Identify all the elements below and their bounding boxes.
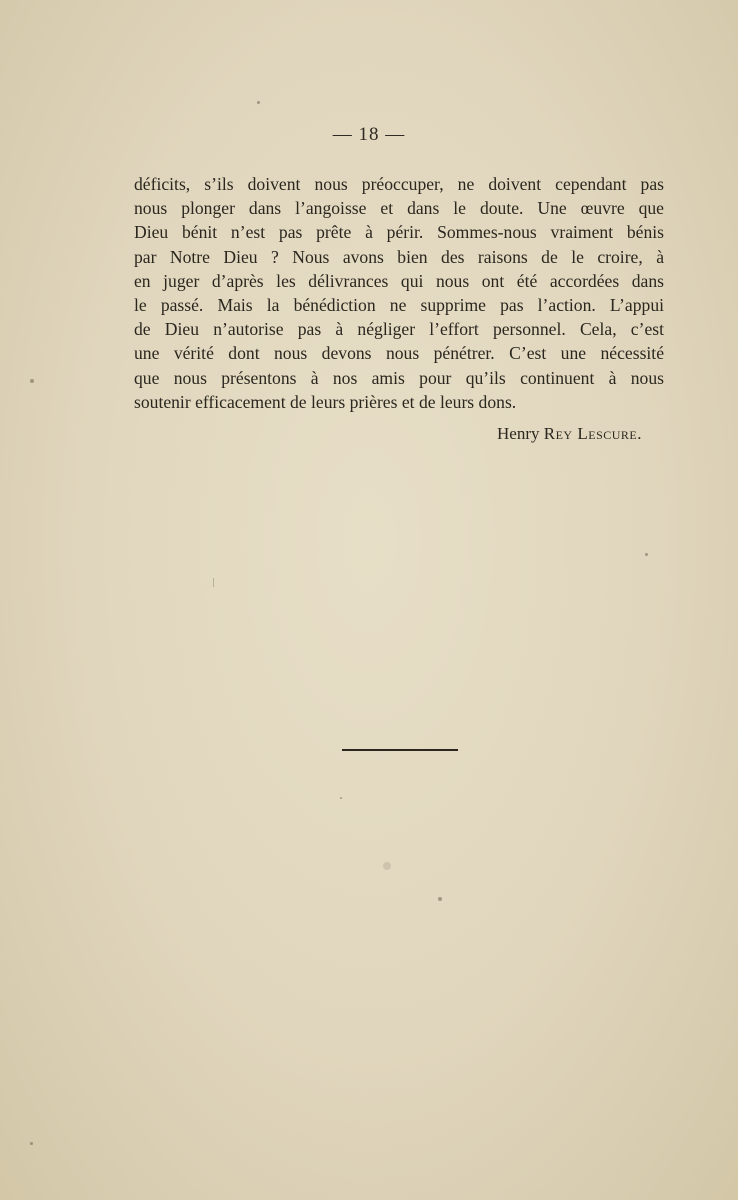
text-line: soutenir efficacement de leurs prières et de leurs dons. <box>134 391 517 412</box>
author-last-name: Rey Lescure. <box>543 424 642 443</box>
text-line: en juger d’après les délivrances qui nous ont été accordées dans <box>134 270 664 291</box>
paper-speck <box>257 101 260 104</box>
text-line: nous plonger dans l’angoisse et dans le doute. Une œuvre que <box>134 198 664 219</box>
paper-speck <box>645 553 648 556</box>
paper-speck <box>213 578 214 587</box>
author-first-name: Henry <box>497 424 540 443</box>
text-line: de Dieu n’autorise pas à négliger l’effort personnel. Cela, c’est <box>134 319 664 340</box>
text-line: par Notre Dieu ? Nous avons bien des raisons de le croire, à <box>134 246 664 267</box>
text-line: déficits, s’ils doivent nous préoccuper, ne doivent cependant pas <box>134 174 664 194</box>
paper-speck <box>438 897 442 901</box>
text-line: le passé. Mais la bénédiction ne supprime pas l’action. L’appui <box>134 295 664 316</box>
text-line: que nous présentons à nos amis pour qu’ils continuent à nous <box>134 367 664 388</box>
page-number: — 18 — <box>332 124 406 145</box>
text-line: Dieu bénit n’est pas prête à périr. Sommes-nous vraiment bénis <box>134 222 664 243</box>
body-paragraph <box>134 172 664 414</box>
text-line: une vérité dont nous devons nous pénétrer. C’est une nécessité <box>134 343 664 364</box>
section-divider <box>342 749 458 751</box>
paper-speck <box>30 1142 33 1145</box>
author-signature <box>497 424 642 444</box>
paper-speck <box>340 797 342 799</box>
paper-speck <box>383 862 391 870</box>
paper-speck <box>30 379 34 383</box>
